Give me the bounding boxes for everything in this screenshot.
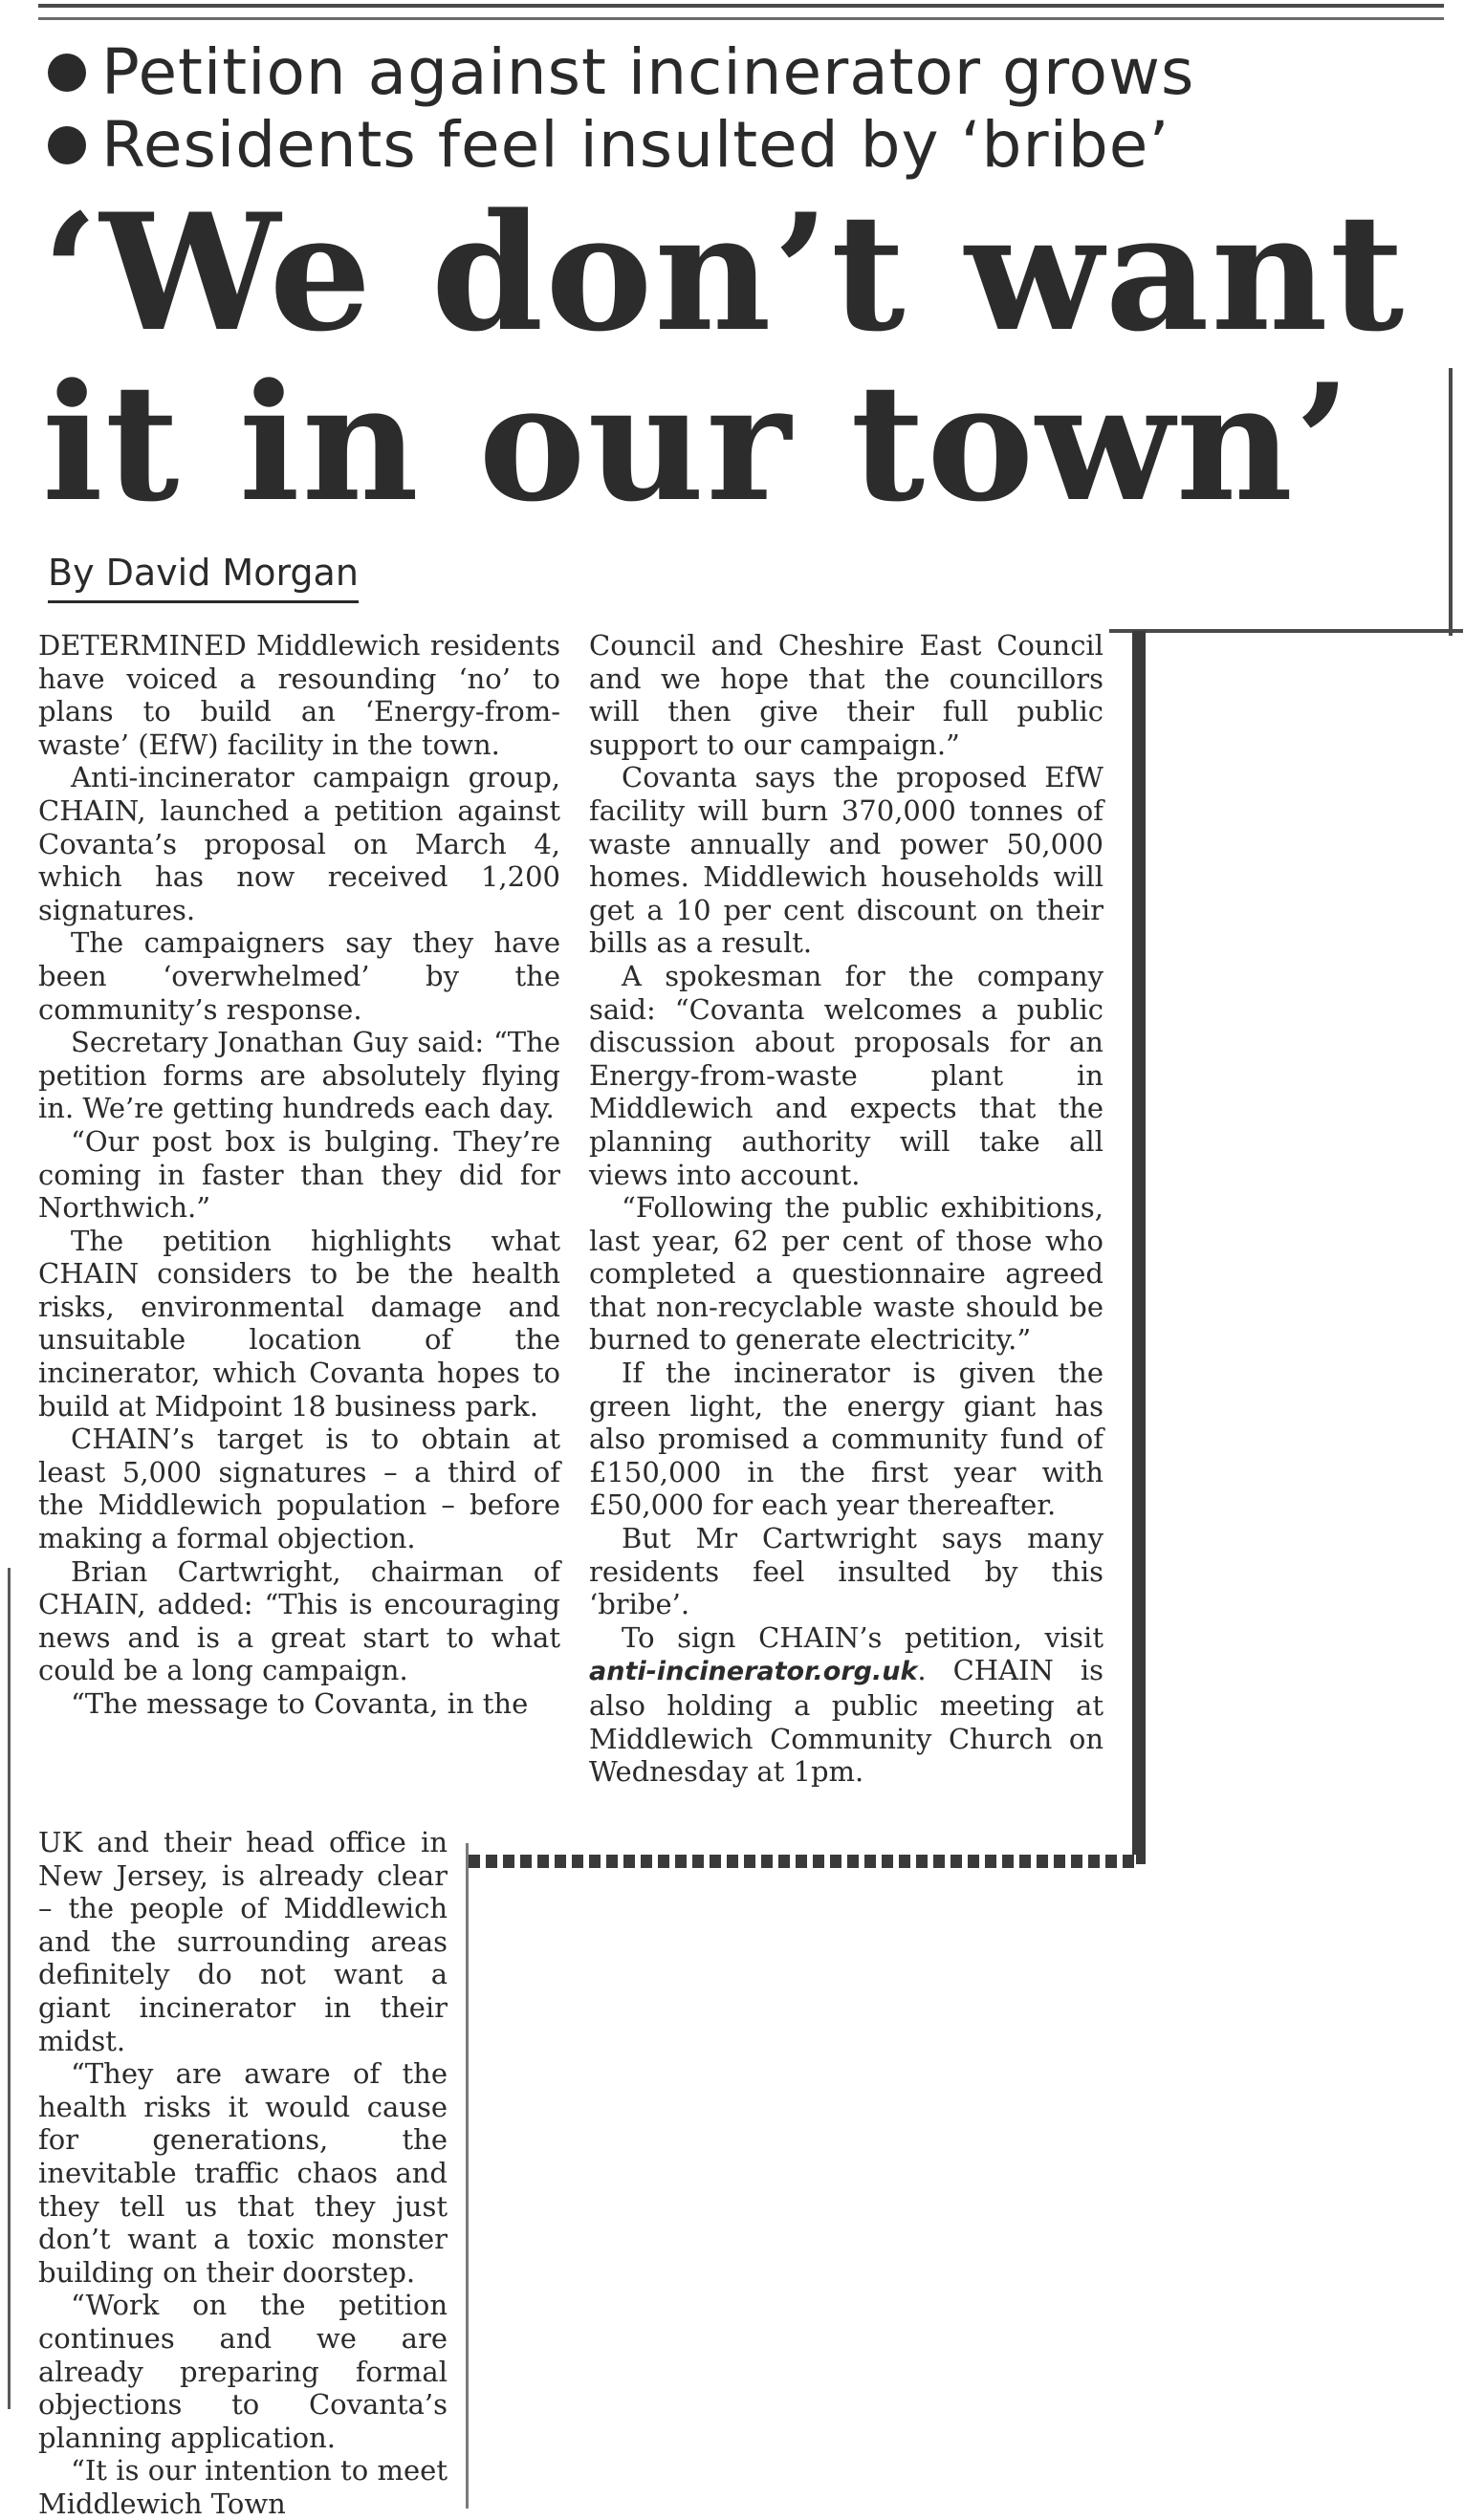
closing-paragraph [589,1621,1103,1789]
body-column-left [38,629,560,1721]
closing-text: To sign CHAIN’s petition, visit [622,1620,1103,1654]
paragraph: DETERMINED Middlewich residents have voiced a resounding ‘no’ to plans to build an ‘Energy-from-waste’ (EfW) facility in the town. [38,629,560,761]
paragraph: “The message to Covanta, in the [71,1687,529,1720]
kicker-item [48,109,1387,182]
top-rule [38,4,1444,8]
paragraph: Brian Cartwright, chairman of CHAIN, added: “This is encouraging news and is a great start to what could be a long campaign. [38,1554,560,1687]
paragraph: UK and their head office in New Jersey, is already clear – the people of Middlewich and the surrounding areas definitely do not want a giant incinerator in their midst. [38,1826,448,2057]
paragraph: Covanta says the proposed EfW facility will burn 370,000 tonnes of waste annually and power 50,000 homes. Middlewich households will get a 10 per cent discount on their bills as a result. [589,761,1103,960]
headline-line: it in our town’ [42,348,1353,537]
paragraph: Anti-incinerator campaign group, CHAIN, launched a petition against Covanta’s proposal on March 4, which has now received 1,200 signatures. [38,761,560,926]
paragraph: “Our post box is bulging. They’re coming in faster than they did for Northwich.” [38,1124,560,1225]
paragraph: “Work on the petition continues and we are already preparing formal objections to Covanta’s planning application. [38,2289,448,2454]
column-border-rule [1132,631,1146,1864]
paragraph: “They are aware of the health risks it would cause for generations, the inevitable traffic chaos and they tell us that they just don’t want a toxic monster building on their doorstep. [38,2057,448,2289]
inset-border-rule [466,1843,469,2509]
paragraph: But Mr Cartwright says many residents feel insulted by this ‘bribe’. [589,1522,1103,1621]
petition-link[interactable]: anti-incinerator.org.uk [589,1657,918,1687]
closing-text: . CHAIN is also holding a public meeting at Middlewich Community Church on Wednesday at 1pm. [589,1654,1103,1789]
paragraph: The petition highlights what CHAIN considers to be the health risks, environmental damage and unsuitable location of the incinerator, which Covanta hopes to build at Midpoint 18 business park. [38,1224,560,1423]
dashed-divider [469,1855,1136,1868]
paragraph: “Following the public exhibitions, last year, 62 per cent of those who completed a questionnaire agreed that non-recyclable waste should be burned to generate electricity.” [589,1191,1103,1357]
headline-line: ‘We don’t want [42,178,1407,367]
headline [42,178,1448,537]
paragraph: If the incinerator is given the green light, the energy giant has also promised a community fund of £150,000 in the first year with £50,000 for each year thereafter. [589,1357,1103,1522]
top-rule-secondary [38,17,1444,20]
paragraph: “It is our intention to meet Middlewich Town [38,2454,448,2520]
left-margin-rule [8,1568,11,2409]
body-column-left-narrow [38,1826,448,2520]
bullet-icon [48,126,86,164]
kicker-item [48,36,1387,109]
kicker-text: Petition against incinerator grows [101,35,1195,109]
kicker-text: Residents feel insulted by ‘bribe’ [101,108,1170,182]
right-frame-rule-horizontal [1109,629,1463,633]
paragraph: The campaigners say they have been ‘overwhelmed’ by the community’s response. [38,926,560,1026]
paragraph: A spokesman for the company said: “Covanta welcomes a public discussion about proposals for an Energy-from-waste plant in Middlewich and expects that the planning authority will take all views into account. [589,959,1103,1191]
bullet-icon [48,54,86,92]
paragraph: Secretary Jonathan Guy said: “The petition forms are absolutely flying in. We’re getting hundreds each day. [38,1026,560,1125]
body-column-right [589,629,1103,1789]
paragraph: Council and Cheshire East Council and we hope that the councillors will then give their full public support to our campaign.” [589,629,1103,761]
byline: By David Morgan [48,551,359,603]
paragraph: CHAIN’s target is to obtain at least 5,000 signatures – a third of the Middlewich population – before making a formal objection. [38,1423,560,1555]
right-frame-rule [1449,368,1453,636]
kicker-list [48,36,1387,182]
